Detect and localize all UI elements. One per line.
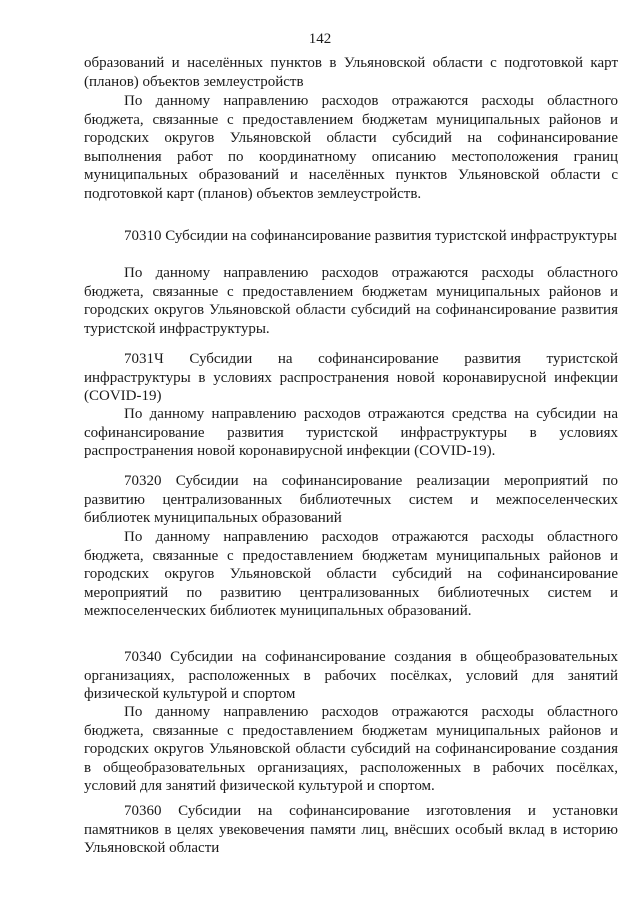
section-heading-70310: 70310 Субсидии на софинансирование развития туристской инфраструктуры: [124, 228, 618, 244]
section-heading-70340: 70340 Субсидии на софинансирование создания в общеобразовательных организациях, расположенных в рабочих посёлках, условий для занятий физической культурой и спортом: [84, 649, 618, 703]
paragraph-body: По данному направлению расходов отражаются расходы областного бюджета, связанные с предоставлением бюджетам муниципальных районов и городских округов Ульяновской области субсидий на софинансирование выполнения работ по координатному описанию местоположения границ муниципальных образований и населённых пунктов Ульяновской области с подготовкой карт (планов) объектов землеустройств.: [84, 93, 618, 202]
paragraph-continuation: образований и населённых пунктов в Ульяновской области с подготовкой карт (планов) объектов землеустройств: [84, 55, 618, 90]
page-number: 142: [308, 31, 332, 47]
paragraph-body: По данному направлению расходов отражаются расходы областного бюджета, связанные с предоставлением бюджетам муниципальных районов и городских округов Ульяновской области субсидий на софинансирование создания в общеобразовательных организациях, расположенных в рабочих посёлках, условий для занятий физической культурой и спортом.: [84, 704, 618, 795]
paragraph-body: По данному направлению расходов отражаются расходы областного бюджета, связанные с предоставлением бюджетам муниципальных районов и городских округов Ульяновской области субсидий на софинансирование развития туристской инфраструктуры.: [84, 265, 618, 337]
section-heading-70360: 70360 Субсидии на софинансирование изготовления и установки памятников в целях увековечения памяти лиц, внёсших особый вклад в историю Ульяновской области: [84, 803, 618, 857]
section-heading-7031ch: 7031Ч Субсидии на софинансирование развития туристской инфраструктуры в условиях распространения новой коронавирусной инфекции (COVID-19): [84, 351, 618, 405]
section-heading-70320: 70320 Субсидии на софинансирование реализации мероприятий по развитию централизованных библиотечных систем и межпоселенческих библиотек муниципальных образований: [84, 473, 618, 527]
paragraph-body: По данному направлению расходов отражаются расходы областного бюджета, связанные с предоставлением бюджетам муниципальных районов и городских округов Ульяновской области субсидий на софинансирование мероприятий по развитию централизованных библиотечных систем и межпоселенческих библиотек муниципальных образований.: [84, 529, 618, 620]
paragraph-body: По данному направлению расходов отражаются средства на субсидии на софинансирование развития туристской инфраструктуры в условиях распространения новой коронавирусной инфекции (COVID-19).: [84, 406, 618, 460]
